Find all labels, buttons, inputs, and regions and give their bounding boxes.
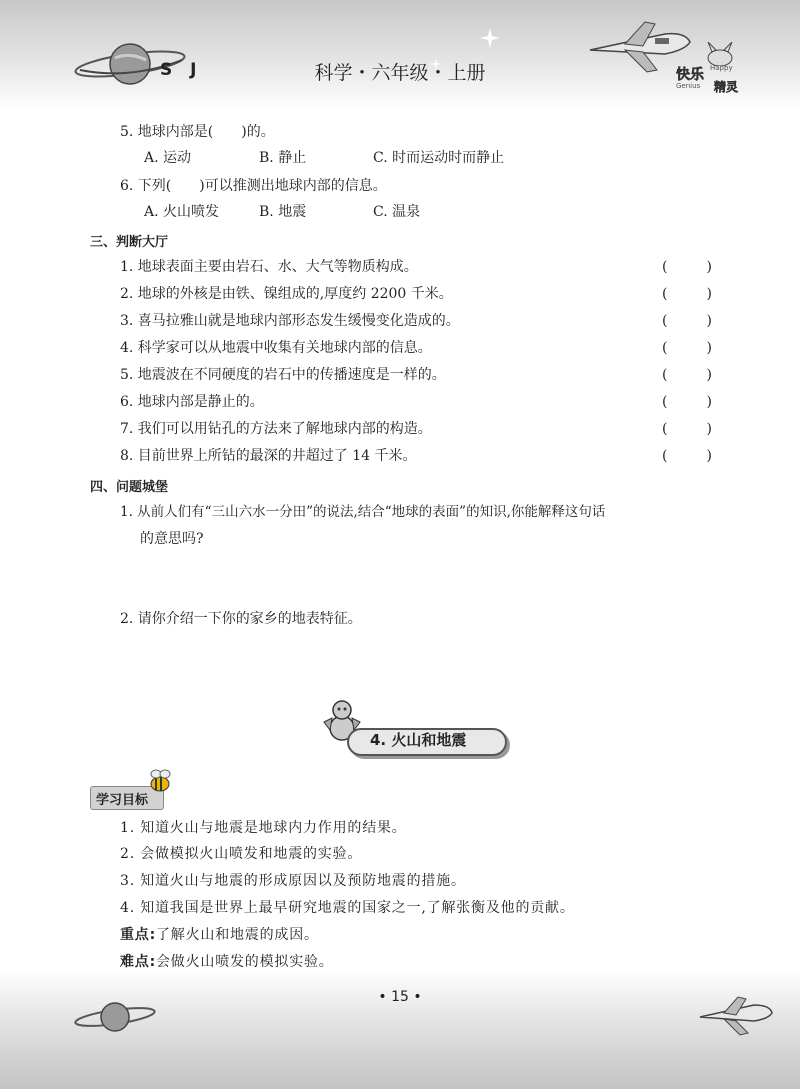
open-question-continuation: 的意思吗? xyxy=(140,531,204,547)
sparkle-icon xyxy=(480,28,500,48)
judgment-item: 3. 喜马拉雅山就是地球内部形态发生缓慢变化造成的。 xyxy=(120,313,460,329)
key-point xyxy=(120,925,319,945)
answer-bracket: ( ) xyxy=(662,340,712,356)
choice-option: B. 地震 xyxy=(259,204,307,220)
answer-bracket: ( ) xyxy=(662,394,712,410)
choice-option: A. 运动 xyxy=(144,150,192,166)
judgment-item: 5. 地震波在不同硬度的岩石中的传播速度是一样的。 xyxy=(120,367,446,383)
question-stem: 5. 地球内部是( )的。 xyxy=(120,124,275,140)
answer-bracket: ( ) xyxy=(662,421,712,437)
learning-goal-item: 1. 知道火山与地震是地球内力作用的结果。 xyxy=(120,820,407,836)
learning-goal-item: 3. 知道火山与地震的形成原因以及预防地震的措施。 xyxy=(120,873,466,889)
logo-sub-text: 精灵 xyxy=(714,80,739,94)
choice-option: A. 火山喷发 xyxy=(144,204,220,220)
learning-goals-label: 学习目标 xyxy=(96,793,149,808)
answer-bracket: ( ) xyxy=(662,448,712,464)
learning-goal-item: 4. 知道我国是世界上最早研究地震的国家之一,了解张衡及他的贡献。 xyxy=(120,900,575,916)
question-stem: 6. 下列( )可以推测出地球内部的信息。 xyxy=(120,178,387,194)
judgment-item: 7. 我们可以用钻孔的方法来了解地球内部的构造。 xyxy=(120,421,432,437)
page-number: • 15 • xyxy=(378,989,422,1005)
section-title: 四、问题城堡 xyxy=(90,480,169,495)
judgment-item: 2. 地球的外核是由铁、镍组成的,厚度约 2200 千米。 xyxy=(120,286,453,302)
judgment-item: 1. 地球表面主要由岩石、水、大气等物质构成。 xyxy=(120,259,418,275)
open-question: 1. 从前人们有“三山六水一分田”的说法,结合“地球的表面”的知识,你能解释这句话 xyxy=(120,504,606,520)
open-question: 2. 请你介绍一下你的家乡的地表特征。 xyxy=(120,611,362,627)
answer-bracket: ( ) xyxy=(662,367,712,383)
chapter-title: 4. 火山和地震 xyxy=(370,731,467,749)
choice-option: B. 静止 xyxy=(259,150,307,166)
judgment-item: 4. 科学家可以从地震中收集有关地球内部的信息。 xyxy=(120,340,432,356)
key-point-text: 了解火山和地震的成因。 xyxy=(156,927,319,943)
logo-happy-text: Happy xyxy=(710,64,733,72)
learning-goal-item: 2. 会做模拟火山喷发和地震的实验。 xyxy=(120,846,363,862)
logo-main-text: 快乐 xyxy=(676,67,704,83)
judgment-item: 6. 地球内部是静止的。 xyxy=(120,394,264,410)
space-shuttle-icon xyxy=(696,995,776,1039)
happy-genius-logo xyxy=(674,60,752,96)
section-title: 三、判断大厅 xyxy=(90,235,169,250)
bee-icon xyxy=(146,766,174,794)
difficult-point-text: 会做火山喷发的模拟实验。 xyxy=(156,954,334,970)
page-header-title: 科学・六年级・上册 xyxy=(314,62,486,84)
choice-option: C. 时而运动时而静止 xyxy=(373,150,505,166)
key-point-label: 重点: xyxy=(120,927,156,943)
difficult-point xyxy=(120,952,334,972)
choice-option: C. 温泉 xyxy=(373,204,421,220)
answer-bracket: ( ) xyxy=(662,313,712,329)
answer-bracket: ( ) xyxy=(662,286,712,302)
answer-bracket: ( ) xyxy=(662,259,712,275)
judgment-item: 8. 目前世界上所钻的最深的井超过了 14 千米。 xyxy=(120,448,417,464)
logo-genius-text: Genius xyxy=(676,82,701,90)
planet-icon xyxy=(70,995,160,1039)
series-code: S J xyxy=(160,60,203,80)
difficult-point-label: 难点: xyxy=(120,954,156,970)
